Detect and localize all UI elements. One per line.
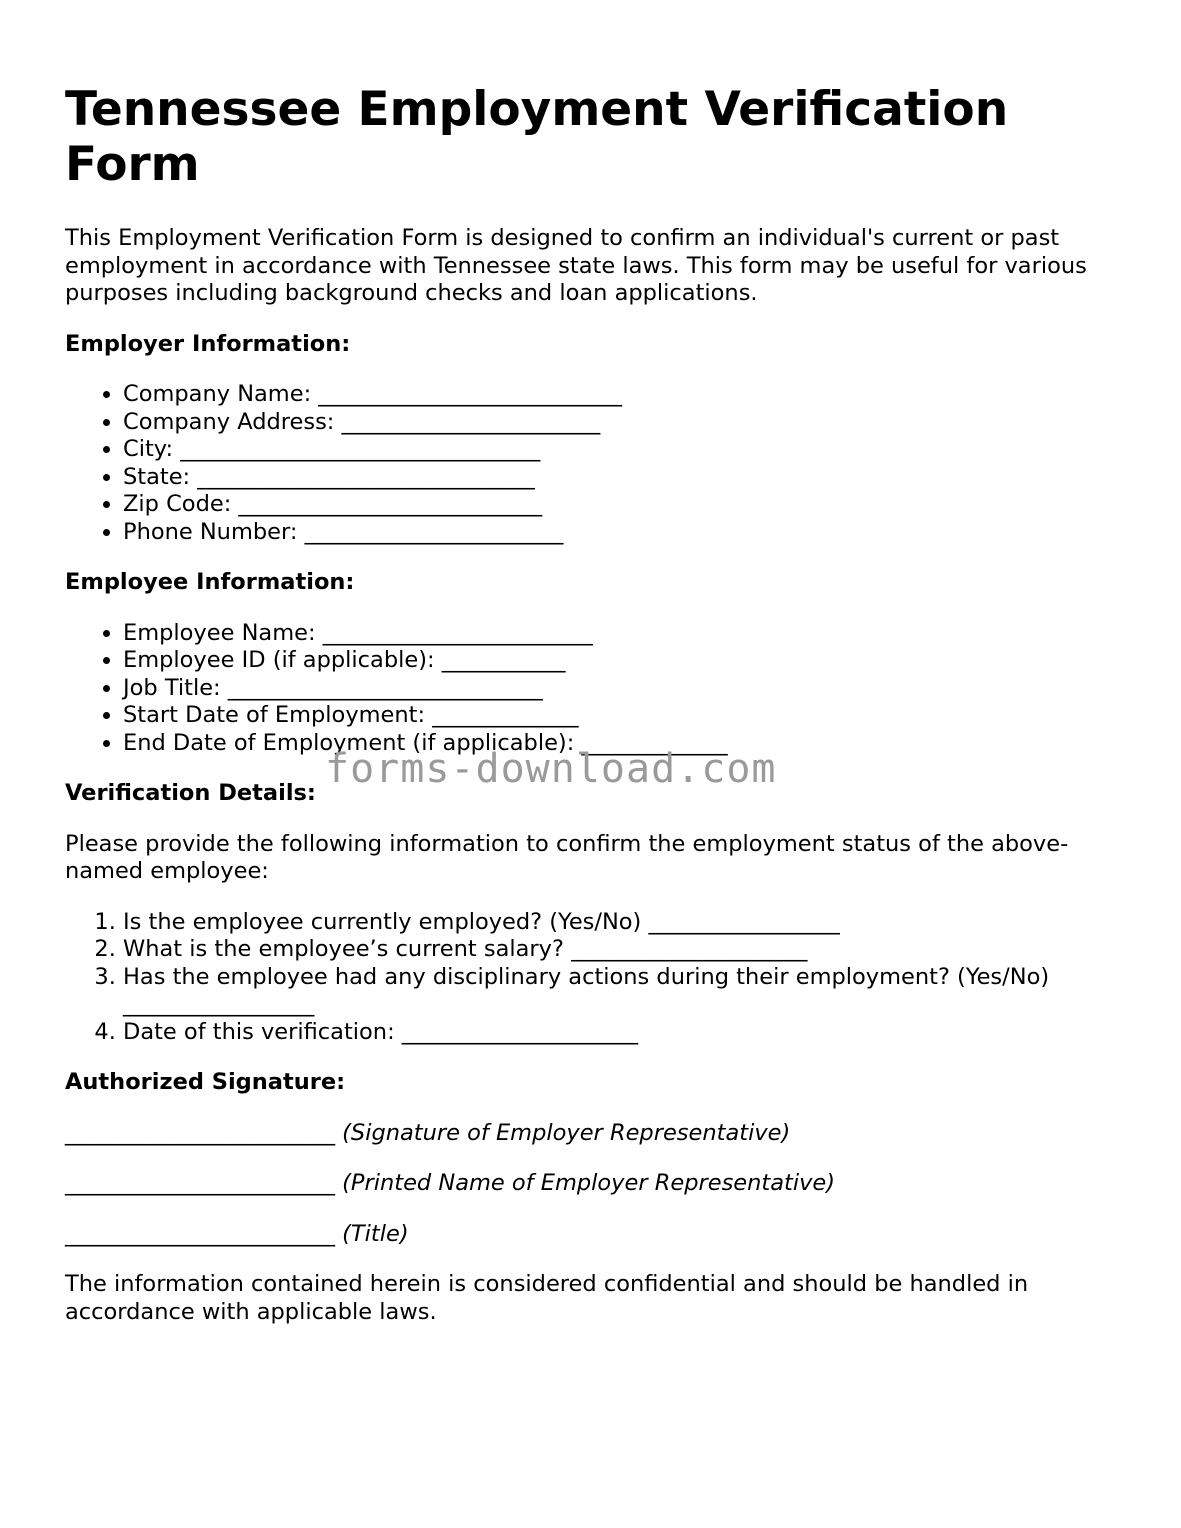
employer-city-field: • City: ________________________________	[123, 436, 1135, 464]
verification-intro: Please provide the following information to confirm the employment status of the above-named employee:	[65, 830, 1069, 884]
employer-company-address-field: • Company Address: _______________________	[123, 409, 1135, 437]
verification-current-salary: 2. What is the employee’s current salary? _____________________	[123, 936, 1135, 964]
document-page	[65, 82, 1135, 1349]
employer-phone-field: • Phone Number: _______________________	[123, 519, 1135, 547]
verification-disciplinary-actions: 3. Has the employee had any disciplinary actions during their employment? (Yes/No) _________________	[123, 964, 1135, 1019]
verification-currently-employed: 1. Is the employee currently employed? (Yes/No) _________________	[123, 909, 1135, 937]
verification-date: 4. Date of this verification: _____________________	[123, 1019, 1135, 1047]
signature-heading: Authorized Signature:	[65, 1069, 346, 1095]
title-line	[65, 1221, 1135, 1249]
intro-paragraph: This Employment Verification Form is designed to confirm an individual's current or past employment in accordance with Tennessee state laws. This form may be useful for various purposes including background checks and loan applications.	[65, 225, 1087, 306]
employee-id-field: • Employee ID (if applicable): ___________	[123, 647, 1135, 675]
signature-line	[65, 1120, 1135, 1148]
employee-name-field: • Employee Name: ________________________	[123, 620, 1135, 648]
employer-list	[65, 381, 1135, 546]
employee-list	[65, 620, 1135, 758]
verification-list	[65, 909, 1135, 1047]
employee-job-title-field: • Job Title: ____________________________	[123, 675, 1135, 703]
employee-heading: Employee Information:	[65, 569, 355, 595]
watermark: forms-download.com	[325, 746, 777, 792]
employer-heading: Employer Information:	[65, 330, 351, 357]
employer-state-field: • State: ______________________________	[123, 464, 1135, 492]
employee-end-date-field: • End Date of Employment (if applicable): _____________	[123, 730, 1135, 758]
employee-start-date-field: • Start Date of Employment: _____________	[123, 702, 1135, 730]
title-caption: (Title)	[342, 1220, 409, 1247]
signature-blank: ________________________	[65, 1119, 335, 1146]
footer-paragraph: The information contained herein is considered confidential and should be handled in accordance with applicable laws.	[65, 1271, 1029, 1325]
employer-company-name-field: • Company Name: ___________________________	[123, 381, 1135, 409]
printed-name-blank: ________________________	[65, 1170, 335, 1196]
printed-name-caption: (Printed Name of Employer Representative)	[342, 1170, 836, 1196]
title-blank: ________________________	[65, 1220, 335, 1247]
verification-heading: Verification Details:	[65, 780, 316, 806]
printed-name-line	[65, 1170, 1135, 1198]
employer-zip-field: • Zip Code: ___________________________	[123, 491, 1135, 519]
signature-caption: (Signature of Employer Representative)	[342, 1119, 791, 1146]
page-title: Tennessee Employment Verification Form	[65, 82, 1009, 192]
